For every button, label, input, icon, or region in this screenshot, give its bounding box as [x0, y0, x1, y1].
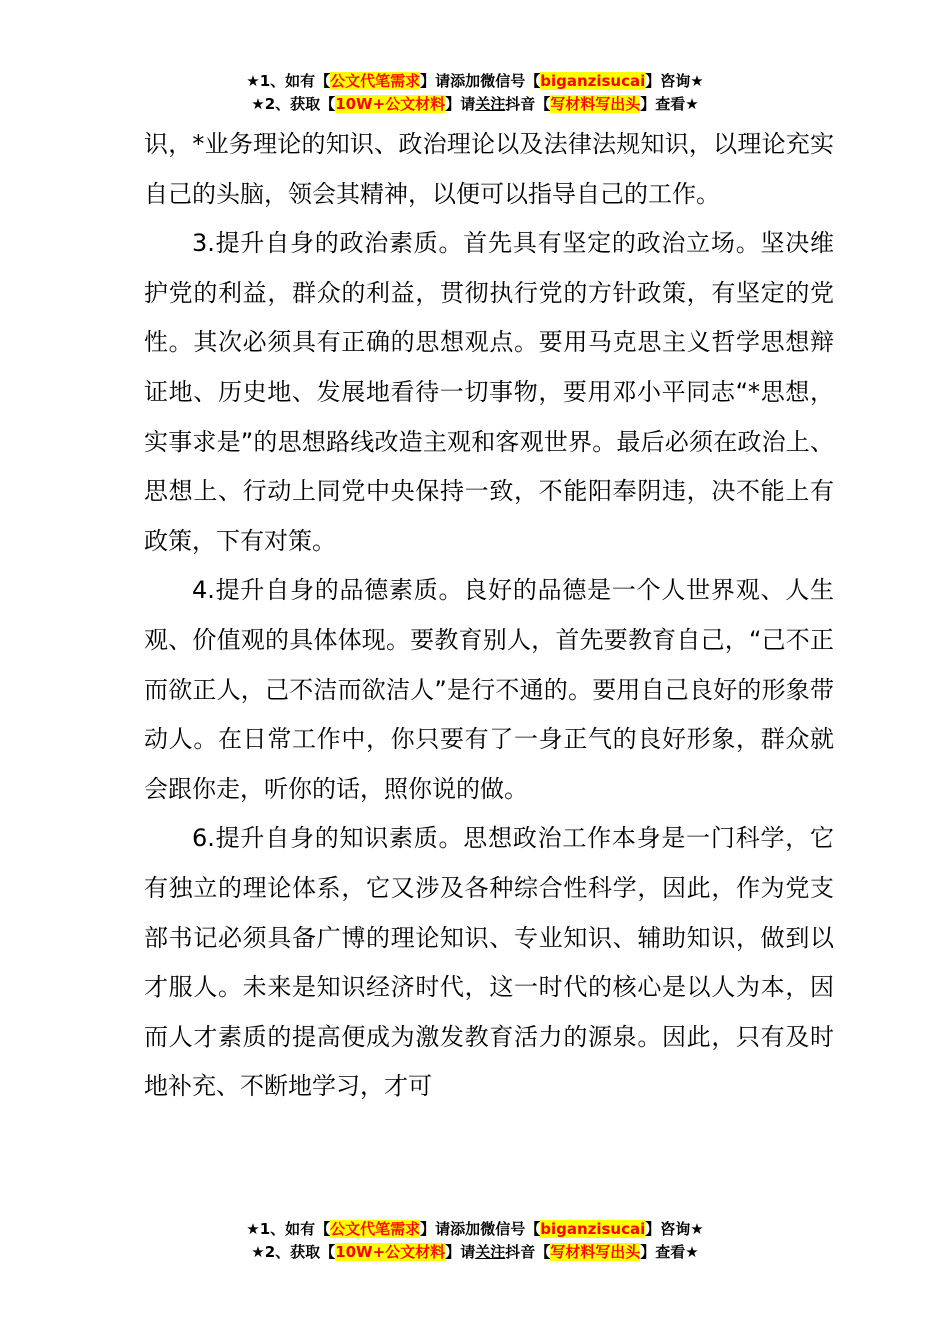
header-banner	[0, 70, 950, 116]
highlight-service: 公文代笔需求	[330, 72, 421, 90]
highlight-wechat-id: biganzisucai	[540, 72, 646, 90]
highlight-douyin-account: 写材料写出头	[550, 95, 641, 113]
highlight-douyin-account: 写材料写出头	[550, 1243, 641, 1261]
banner-line-2: ★2、获取【10W+公文材料】请关注抖音【写材料写出头】查看★	[251, 95, 699, 113]
footer-banner	[0, 1218, 950, 1264]
highlight-service: 公文代笔需求	[330, 1220, 421, 1238]
document-body	[144, 120, 834, 1112]
highlight-materials: 10W+公文材料	[335, 95, 446, 113]
highlight-wechat-id: biganzisucai	[540, 1220, 646, 1238]
underline-follow: 关注	[475, 1243, 506, 1261]
paragraph-continuation: 识，*业务理论的知识、政治理论以及法律法规知识，以理论充实自己的头脑，领会其精神，以便可以指导自己的工作。	[144, 130, 834, 208]
highlight-materials: 10W+公文材料	[335, 1243, 446, 1261]
paragraph-political-quality: 3.提升自身的政治素质。首先具有坚定的政治立场。坚决维护党的利益，群众的利益，贯彻执行党的方针政策，有坚定的党性。其次必须具有正确的思想观点。要用马克思主义哲学思想辩证地、历史地、发展地看待一切事物，要用邓小平同志“*思想，实事求是”的思想路线改造主观和客观世界。最后必须在政治上、思想上、行动上同党中央保持一致，不能阳奉阴违，决不能上有政策，下有对策。	[144, 229, 834, 555]
banner-line-1: ★1、如有【公文代笔需求】请添加微信号【biganzisucai】咨询★	[246, 72, 704, 90]
banner-line-1: ★1、如有【公文代笔需求】请添加微信号【biganzisucai】咨询★	[246, 1220, 704, 1238]
paragraph-knowledge-quality: 6.提升自身的知识素质。思想政治工作本身是一门科学，它有独立的理论体系，它又涉及各种综合性科学，因此，作为党支部书记必须具备广博的理论知识、专业知识、辅助知识，做到以才服人。未来是知识经济时代，这一时代的核心是以人为本，因而人才素质的提高便成为激发教育活力的源泉。因此，只有及时地补充、不断地学习，才可	[144, 824, 834, 1101]
paragraph-moral-quality: 4.提升自身的品德素质。良好的品德是一个人世界观、人生观、价值观的具体体现。要教育别人，首先要教育自己，“己不正而欲正人，己不洁而欲洁人”是行不通的。要用自己良好的形象带动人。在日常工作中，你只要有了一身正气的良好形象，群众就会跟你走，听你的话，照你说的做。	[144, 576, 834, 803]
underline-follow: 关注	[475, 95, 506, 113]
banner-line-2: ★2、获取【10W+公文材料】请关注抖音【写材料写出头】查看★	[251, 1243, 699, 1261]
